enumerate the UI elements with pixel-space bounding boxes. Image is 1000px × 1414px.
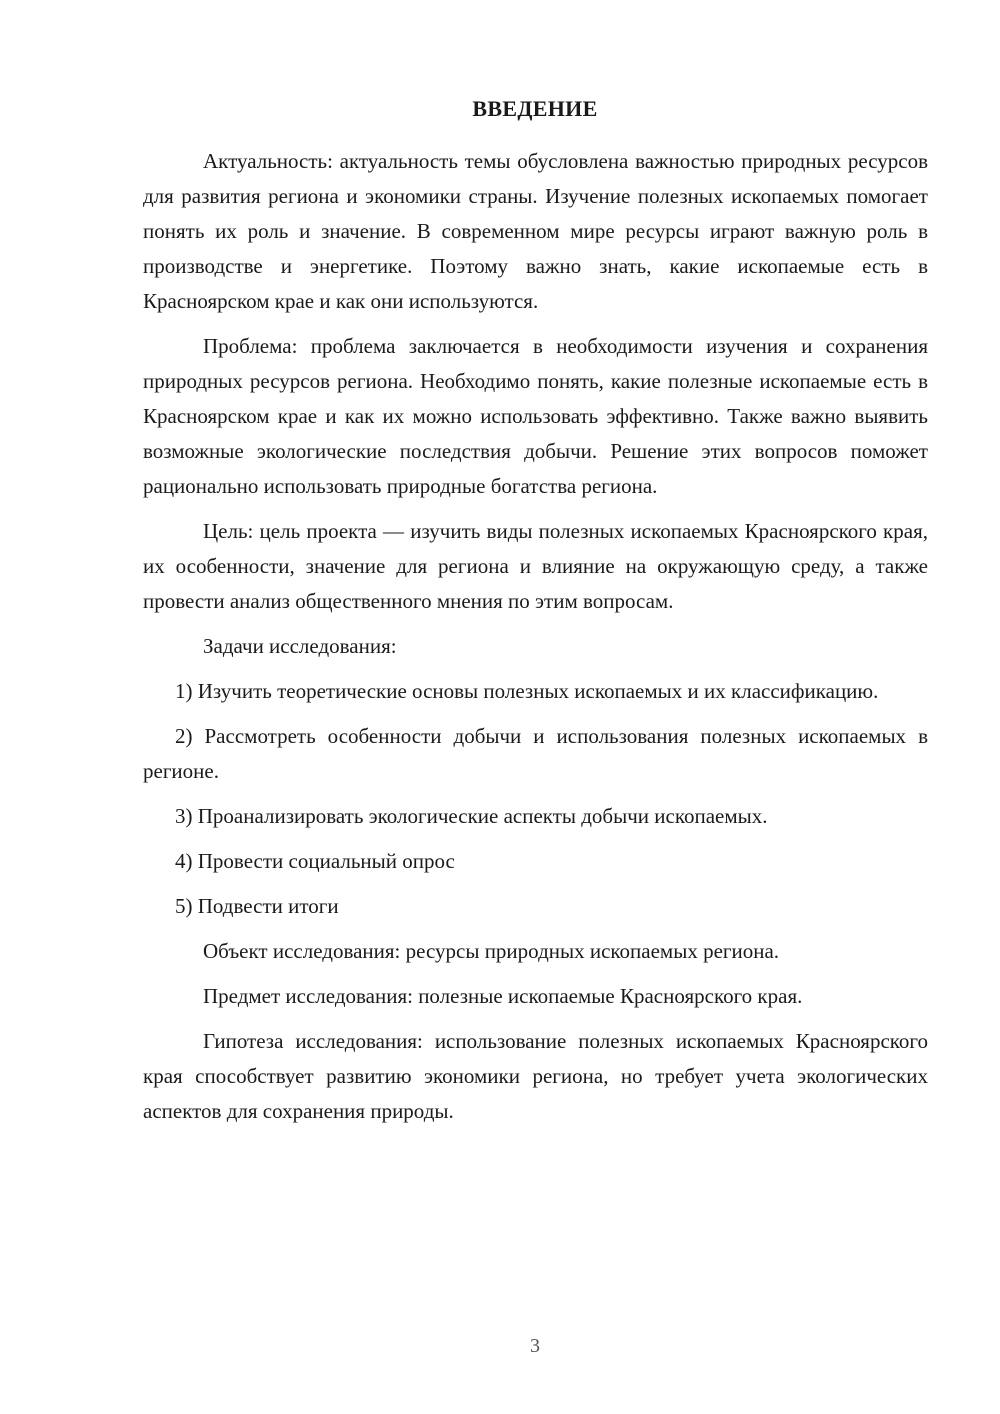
hypothesis-paragraph: Гипотеза исследования: использование полезных ископаемых Красноярского края способствует развитию экономики региона, но требует учета экологических аспектов для сохранения природы. [143, 1029, 928, 1123]
task-item-3: 3) Проанализировать экологические аспекты добычи ископаемых. [175, 804, 768, 828]
task-item-5: 5) Подвести итоги [175, 894, 339, 918]
task-item-1: 1) Изучить теоретические основы полезных ископаемых и их классификацию. [175, 679, 879, 703]
page-title: ВВЕДЕНИЕ [472, 96, 598, 121]
problem-paragraph: Проблема: проблема заключается в необходимости изучения и сохранения природных ресурсов региона. Необходимо понять, какие полезные ископаемые есть в Красноярском крае и как их можно использовать эффективно. Также важно выявить возможные экологические последствия добычи. Решение этих вопросов поможет рационально использовать природные богатства региона. [143, 334, 928, 498]
document-body [143, 144, 928, 1129]
task-item-2: 2) Рассмотреть особенности добычи и использования полезных ископаемых в регионе. [143, 724, 928, 783]
subject-paragraph: Предмет исследования: полезные ископаемые Красноярского края. [203, 984, 803, 1008]
page-number: 3 [530, 1335, 540, 1357]
tasks-heading: Задачи исследования: [203, 634, 397, 658]
actuality-paragraph: Актуальность: актуальность темы обусловлена важностью природных ресурсов для развития региона и экономики страны. Изучение полезных ископаемых помогает понять их роль и значение. В современном мире ресурсы играют важную роль в производстве и энергетике. Поэтому важно знать, какие ископаемые есть в Красноярском крае и как они используются. [143, 149, 928, 313]
goal-paragraph: Цель: цель проекта — изучить виды полезных ископаемых Красноярского края, их особенности, значение для региона и влияние на окружающую среду, а также провести анализ общественного мнения по этим вопросам. [143, 519, 928, 613]
object-paragraph: Объект исследования: ресурсы природных ископаемых региона. [203, 939, 780, 963]
task-item-4: 4) Провести социальный опрос [175, 849, 455, 873]
